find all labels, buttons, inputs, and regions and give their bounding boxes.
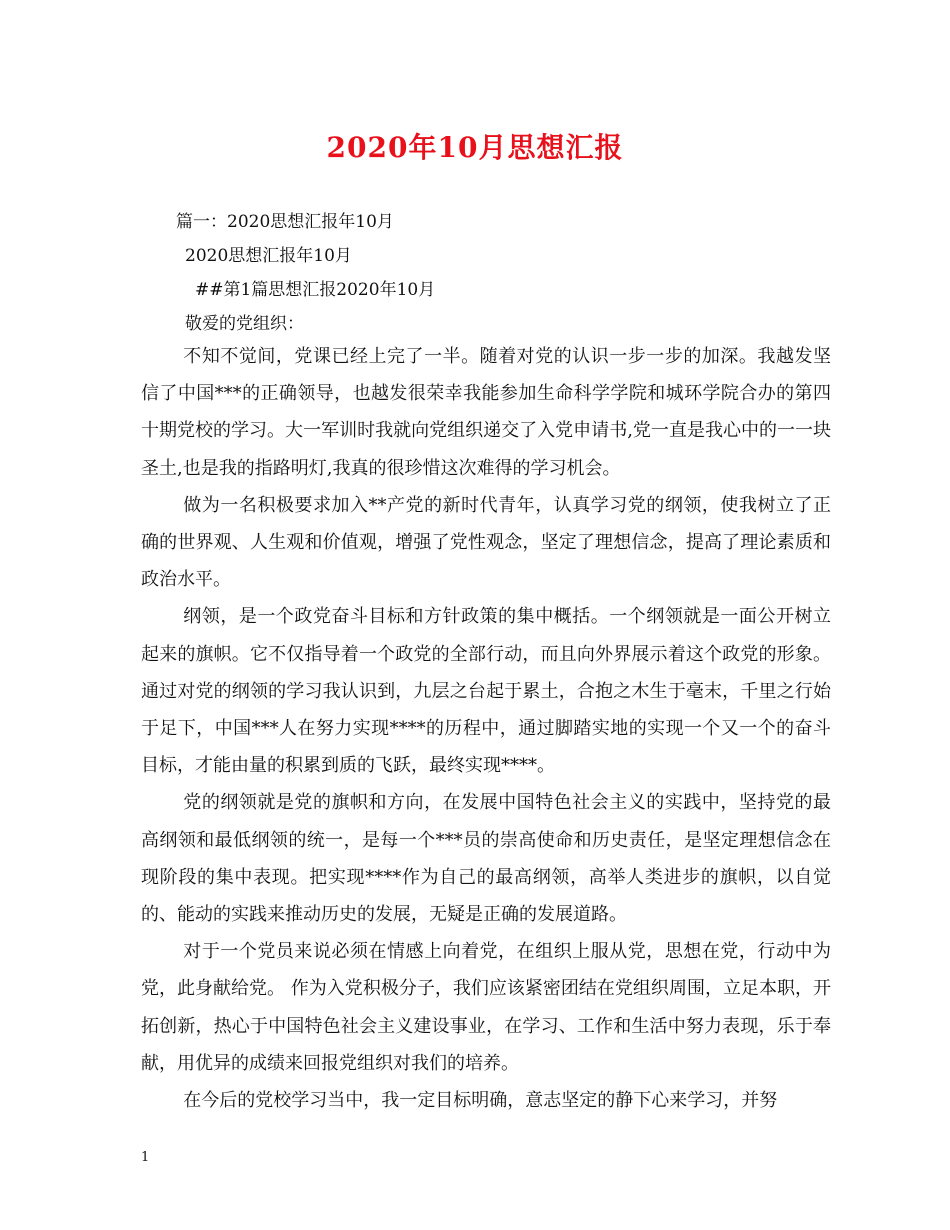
- paragraph: 做为一名积极要求加入**产党的新时代青年，认真学习党的纲领，使我树立了正确的世界观、人生观和价值观，增强了党性观念，坚定了理想信念，提高了理论素质和政治水平。: [141, 494, 831, 591]
- paragraph: 不知不觉间，党课已经上完了一半。随着对党的认识一步一步的加深。我越发坚信了中国***的正确领导，也越发很荣幸我能参加生命科学学院和城环学院合办的第四十期党校的学习。大一军训时我就向党组织递交了入党申请书,党一直是我心中的一一块圣土,也是我的指路明灯,我真的很珍惜这次难得的学习机会。: [141, 346, 831, 479]
- subtitle-line: 2020思想汇报年10月: [185, 246, 352, 266]
- document-title: 2020年10月思想汇报: [326, 131, 624, 164]
- section-heading: 篇一：2020思想汇报年10月: [176, 212, 394, 232]
- salutation: 敬爱的党组织：: [185, 314, 304, 334]
- article-heading: ##第1篇思想汇报2020年10月: [195, 280, 436, 300]
- document-body: [141, 338, 831, 1119]
- paragraph: 纲领，是一个政党奋斗目标和方针政策的集中概括。一个纲领就是一面公开树立起来的旗帜。它不仅指导着一个政党的全部行动，而且向外界展示着这个政党的形象。通过对党的纲领的学习我认识到，九层之台起于累土，合抱之木生于毫末，千里之行始于足下，中国***人在努力实现****的历程中，通过脚踏实地的实现一个又一个的奋斗目标，才能由量的积累到质的飞跃，最终实现****。: [141, 606, 831, 777]
- paragraph: 对于一个党员来说必须在情感上向着党，在组织上服从党，思想在党，行动中为党，此身献给党。 作为入党积极分子，我们应该紧密团结在党组织周围，立足本职，开拓创新，热心于中国特色社会主义建设事业，在学习、工作和生活中努力表现，乐于奉献，用优异的成绩来回报党组织对我们的培养。: [141, 941, 831, 1074]
- paragraph: 在今后的党校学习当中，我一定目标明确，意志坚定的静下心来学习，并努: [183, 1090, 778, 1112]
- page-number: 1: [141, 1150, 150, 1165]
- paragraph: 党的纲领就是党的旗帜和方向，在发展中国特色社会主义的实践中，坚持党的最高纲领和最低纲领的统一，是每一个***员的崇高使命和历史责任，是坚定理想信念在现阶段的集中表现。把实现****作为自己的最高纲领，高举人类进步的旗帜，以自觉的、能动的实践来推动历史的发展，无疑是正确的发展道路。: [141, 792, 831, 926]
